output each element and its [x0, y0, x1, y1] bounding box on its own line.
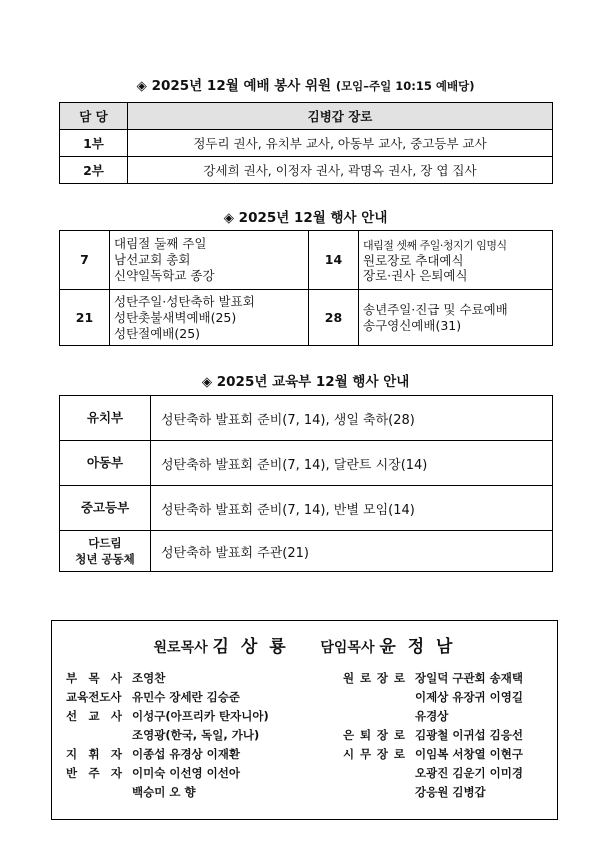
staff-role-char: 로 — [393, 670, 405, 685]
table-row — [60, 290, 553, 346]
staff-role — [66, 746, 128, 762]
staff-row — [66, 782, 269, 801]
education-events-heading: ◈ 2025년 교육부 12월 행사 안내 — [201, 374, 410, 390]
service-volunteers: 정두리 권사, 유치부 교사, 아동부 교사, 중고등부 교사 — [128, 130, 553, 157]
event-item: 신약일독학교 종강 — [114, 268, 215, 283]
staff-role-char: 장 — [376, 746, 389, 761]
event-item: 송년주일·진급 및 수료예배 — [363, 301, 508, 317]
staff-row — [343, 744, 523, 763]
event-list — [359, 290, 553, 346]
event-item: 남선교회 총회 — [114, 252, 191, 267]
staff-row — [66, 687, 269, 706]
staff-row — [343, 782, 523, 801]
staff-people: 이제상 유장귀 이영길 — [415, 689, 523, 704]
staff-people: 유경상 — [415, 708, 449, 723]
department-activity: 성탄축하 발표회 준비(7, 14), 생일 축하(28) — [151, 396, 553, 441]
staff-role-char: 자 — [110, 746, 122, 761]
staff-role-char: 은 — [343, 727, 355, 742]
staff-role-char: 자 — [110, 765, 122, 780]
staff-role — [343, 727, 411, 743]
staff-people: 김광철 이귀섭 김응선 — [415, 727, 523, 742]
staff-people: 조영광(한국, 독일, 가나) — [132, 727, 260, 742]
event-item: 장로·권사 은퇴예식 — [363, 267, 468, 283]
worship-volunteers-table — [59, 102, 553, 184]
table-row — [60, 130, 553, 157]
event-item: 대림절 둘째 주일 — [114, 236, 207, 251]
table-row — [60, 441, 553, 486]
staff-role-char: 장 — [376, 727, 389, 742]
staff-role-char: 장 — [376, 670, 389, 685]
event-item: 성탄절예배(25) — [114, 325, 201, 341]
event-list — [110, 290, 309, 346]
header-label: 담 당 — [60, 103, 128, 130]
service-label: 2부 — [60, 157, 128, 184]
service-volunteers: 강세희 권사, 이정자 권사, 곽명옥 권사, 장 엽 집사 — [128, 157, 553, 184]
staff-role-char: 선 — [66, 708, 78, 723]
service-label: 1부 — [60, 130, 128, 157]
department-activity: 성탄축하 발표회 준비(7, 14), 달란트 시장(14) — [151, 441, 553, 486]
staff-role-char: 부 — [66, 670, 78, 685]
staff-role-char: 퇴 — [359, 727, 372, 742]
staff-role — [343, 670, 411, 686]
senior-pastor-name: 김 상 룡 — [212, 637, 289, 657]
staff-row — [343, 668, 523, 687]
lead-pastor-name: 윤 정 남 — [379, 637, 456, 657]
worship-volunteers-title: ◈ 2025년 12월 예배 봉사 위원 — [136, 78, 332, 94]
staff-row — [66, 744, 269, 763]
staff-role-char: 원 — [343, 670, 355, 685]
staff-role-char: 교육전도사 — [66, 689, 122, 704]
staff-role-char: 사 — [110, 708, 122, 723]
staff-role-char: 반 — [66, 765, 78, 780]
worship-volunteers-heading — [0, 74, 611, 94]
event-item: 원로장로 추대예식 — [363, 252, 464, 268]
event-list — [359, 231, 553, 290]
staff-role-char: 휘 — [88, 746, 100, 761]
staff-row — [343, 725, 523, 744]
staff-people: 오광진 김운기 이미경 — [415, 765, 523, 780]
event-item: 성탄촛불새벽예배(25) — [114, 309, 237, 325]
staff-role — [66, 670, 128, 686]
event-day: 28 — [309, 290, 359, 346]
staff-people: 이종섭 유경상 이재환 — [132, 746, 240, 761]
staff-role-char: 사 — [110, 670, 122, 685]
event-item: 성탄주일·성탄축하 발표회 — [114, 293, 255, 309]
staff-row — [343, 687, 523, 706]
staff-people: 강응원 김병갑 — [415, 784, 486, 799]
staff-people: 장일덕 구관회 송재택 — [415, 670, 523, 685]
staff-role-char: 목 — [88, 670, 100, 685]
senior-pastor-label: 원로목사 — [153, 640, 208, 656]
staff-role — [66, 765, 128, 781]
event-day: 14 — [309, 231, 359, 290]
department-name: 중고등부 — [60, 486, 151, 531]
staff-row — [343, 706, 523, 725]
event-day: 7 — [60, 231, 110, 290]
staff-people: 백승미 오 향 — [132, 784, 196, 799]
staff-people: 이성구(아프리카 탄자니아) — [132, 708, 269, 723]
table-row — [60, 486, 553, 531]
table-row — [60, 396, 553, 441]
staff-role-char: 시 — [343, 746, 355, 761]
department-name-line: 다드림 — [88, 536, 122, 550]
department-activity: 성탄축하 발표회 주관(21) — [151, 531, 553, 572]
staff-people: 이미숙 이선영 이선아 — [132, 765, 240, 780]
staff-role-char: 로 — [393, 746, 405, 761]
staff-people: 유민수 장세란 김승준 — [132, 689, 240, 704]
pastors-line — [52, 632, 557, 657]
table-row — [60, 231, 553, 290]
staff-row — [66, 725, 269, 744]
staff-row — [66, 763, 269, 782]
staff-role — [66, 689, 128, 705]
table-row — [60, 531, 553, 572]
staff-role-char: 로 — [393, 727, 405, 742]
staff-role-char: 로 — [359, 670, 372, 685]
staff-row — [66, 668, 269, 687]
event-list — [110, 231, 309, 290]
department-name: 유치부 — [60, 396, 151, 441]
event-day: 21 — [60, 290, 110, 346]
staff-role — [66, 708, 128, 724]
staff-role-char: 지 — [66, 746, 78, 761]
event-item: 대림절 셋째 주일·청지기 임명식 — [363, 238, 507, 252]
department-name-line: 청년 공동체 — [75, 552, 135, 566]
table-row — [60, 157, 553, 184]
lead-pastor-label: 담임목사 — [320, 640, 375, 656]
events-table — [59, 230, 553, 346]
staff-role-char: 주 — [88, 765, 100, 780]
table-header-row — [60, 103, 553, 130]
department-activity: 성탄축하 발표회 준비(7, 14), 반별 모임(14) — [151, 486, 553, 531]
staff-people: 조영찬 — [132, 670, 166, 685]
staff-right-column — [343, 668, 523, 801]
department-name — [60, 531, 151, 572]
staff-row — [343, 763, 523, 782]
staff-row — [66, 706, 269, 725]
education-events-table — [59, 395, 553, 572]
header-value: 김병갑 장로 — [128, 103, 553, 130]
staff-left-column — [66, 668, 269, 801]
event-item: 송구영신예배(31) — [363, 317, 462, 333]
worship-volunteers-subtitle: (모임–주일 10:15 예배당) — [335, 79, 475, 93]
staff-box — [51, 620, 558, 820]
staff-people: 이임복 서창열 이현구 — [415, 746, 523, 761]
staff-role-char: 교 — [88, 708, 100, 723]
staff-role-char: 무 — [359, 746, 372, 761]
events-heading: ◈ 2025년 12월 행사 안내 — [223, 210, 388, 226]
department-name: 아동부 — [60, 441, 151, 486]
staff-role — [343, 746, 411, 762]
